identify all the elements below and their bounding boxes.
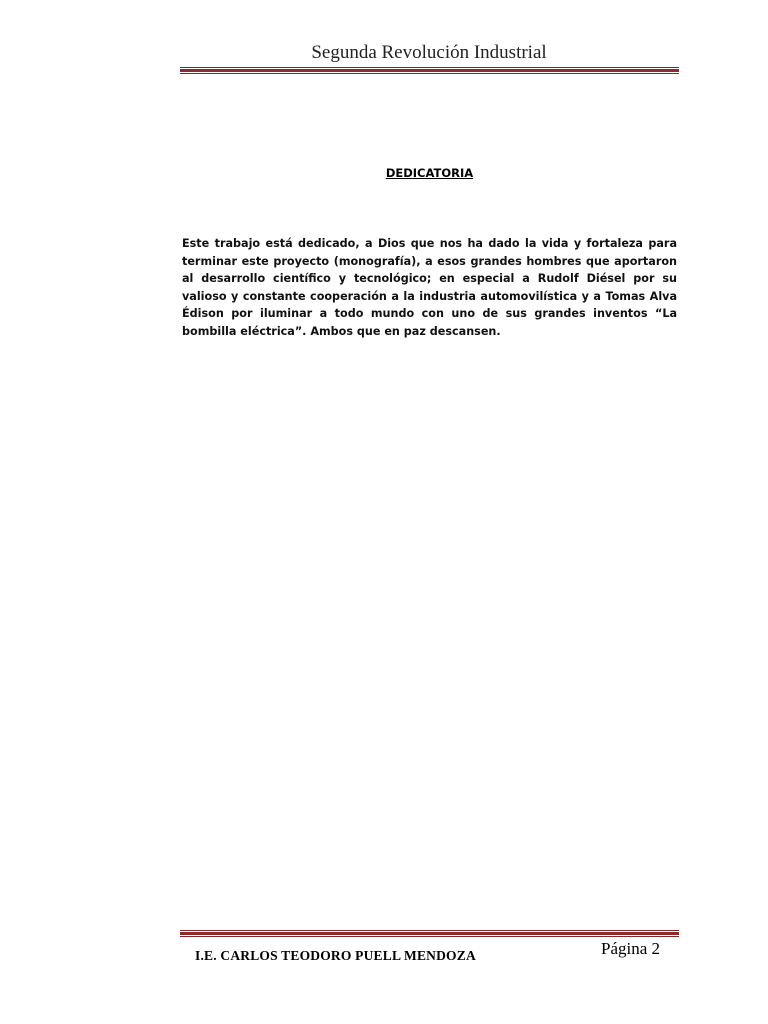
page-number: Página 2 bbox=[601, 939, 661, 958]
header-rule bbox=[180, 67, 679, 74]
dedication-heading: DEDICATORIA bbox=[385, 166, 474, 180]
footer-school-name: I.E. CARLOS TEODORO PUELL MENDOZA bbox=[195, 948, 476, 963]
dedication-paragraph: Este trabajo está dedicado, a Dios que nos ha dado la vida y fortaleza para terminar este proyecto (monografía), a esos grandes hombres que aportaron al desarrollo científico y tecnológico; en especial a Rudolf Diésel por su valioso y constante cooperación a la industria automovilística y a Tomas Alva Édison por iluminar a todo mundo con uno de sus grandes inventos “La bombilla eléctrica”. Ambos que en paz descansen. bbox=[182, 237, 677, 338]
footer-rule bbox=[180, 930, 679, 937]
page-header-title: Segunda Revolución Industrial bbox=[311, 42, 547, 63]
